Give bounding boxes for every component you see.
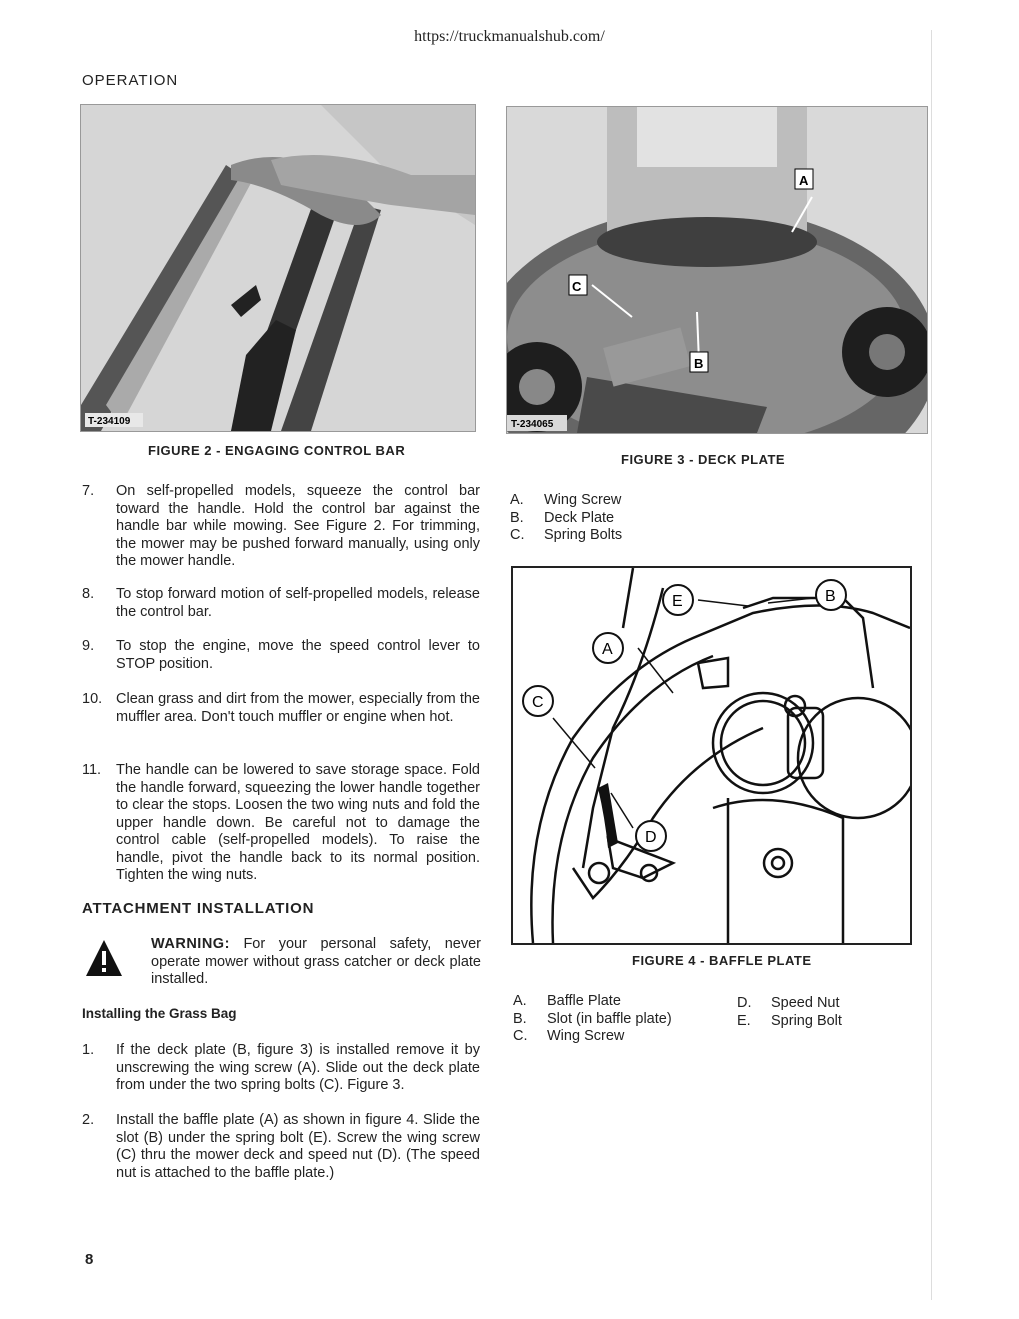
warning-block — [151, 936, 481, 989]
figure-3-callout-b: B — [694, 356, 704, 371]
step-9 — [82, 638, 482, 674]
step-number: 1. — [82, 1042, 95, 1058]
figure-4-caption: FIGURE 4 - BAFFLE PLATE — [632, 953, 812, 968]
legend-item: C. Spring Bolts — [510, 527, 623, 543]
figure-4-legend-right — [737, 995, 887, 1030]
deck-plate-illustration — [507, 107, 927, 433]
legend-item: C. Wing Screw — [513, 1028, 625, 1044]
step-number: 9. — [82, 638, 95, 654]
legend-item: D. Speed Nut — [737, 995, 840, 1011]
legend-item: E. Spring Bolt — [737, 1012, 842, 1029]
scan-edge-line — [931, 30, 932, 1300]
figure-4-diagram — [511, 566, 912, 945]
step-7 — [82, 483, 482, 571]
figure-3-callout-c: C — [572, 279, 582, 294]
section-title: OPERATION — [82, 72, 179, 89]
step-number: 7. — [82, 483, 95, 499]
bag-step-1 — [82, 1042, 482, 1096]
step-text: To stop the engine, move the speed control lever to STOP position. — [116, 638, 480, 672]
step-11 — [82, 762, 482, 886]
step-text: On self-propelled models, squeeze the control bar toward the handle. Hold the control bar against the handle bar while mowing. See Figure 2. For trimming, the mower may be pushed forward manually, using only the mower handle. — [116, 483, 480, 569]
step-text: The handle can be lowered to save storage space. Fold the handle forward, squeezing the lower handle together to clear the stops. Loosen the two wing nuts and fold the upper handle down. Be careful not to damage the control cable (self-propelled models). To raise the handle, pivot the handle back to its normal position. Tighten the wing nuts. — [116, 762, 480, 883]
legend-item: B. Deck Plate — [510, 509, 615, 526]
figure-4-callout-e: E — [672, 593, 683, 610]
step-8 — [82, 586, 482, 622]
figure-4-callout-b: B — [825, 588, 836, 605]
figure-4-callout-a: A — [602, 641, 613, 658]
step-text: If the deck plate (B, figure 3) is installed remove it by unscrewing the wing screw (A). Slide out the deck plate from under the two spring bolts (C). Figure 3. — [116, 1042, 480, 1093]
figure-3-photo — [506, 106, 928, 434]
figure-3-callout-a: A — [799, 173, 809, 188]
figure-3-tag: T-234065 — [511, 419, 554, 430]
header-url: https://truckmanualshub.com/ — [414, 28, 605, 45]
step-number: 11. — [82, 762, 102, 778]
step-number: 10. — [82, 691, 103, 707]
step-number: 8. — [82, 586, 95, 602]
page-number: 8 — [85, 1251, 94, 1268]
legend-item: B. Slot (in baffle plate) — [513, 1010, 672, 1027]
figure-3-caption: FIGURE 3 - DECK PLATE — [621, 452, 786, 467]
figure-4-legend-left — [513, 993, 723, 1046]
step-text: Install the baffle plate (A) as shown in figure 4. Slide the slot (B) under the spring bolt (E). Screw the wing screw (C) thru the mower deck and speed nut (D). (The speed nut is attached to the baffle plate.) — [116, 1112, 480, 1181]
warning-icon — [84, 938, 124, 978]
warning-text: For your personal safety, never operate mower without grass catcher or deck plate installed. — [151, 936, 482, 987]
grass-bag-heading: Installing the Grass Bag — [82, 1006, 237, 1021]
bag-step-2 — [82, 1112, 482, 1184]
step-text: Clean grass and dirt from the mower, especially from the muffler area. Don't touch muffler or engine when hot. — [116, 691, 480, 725]
step-10 — [82, 691, 482, 745]
baffle-plate-illustration — [513, 568, 910, 943]
step-text: To stop forward motion of self-propelled models, release the control bar. — [116, 586, 480, 620]
attachment-heading: ATTACHMENT INSTALLATION — [82, 900, 315, 917]
figure-4-callout-c: C — [532, 694, 544, 711]
figure-3-legend — [510, 492, 710, 545]
legend-item: A. Baffle Plate — [513, 993, 621, 1009]
figure-2-photo — [80, 104, 476, 432]
step-number: 2. — [82, 1112, 95, 1128]
warning-label: WARNING: — [151, 936, 230, 952]
figure-2-tag: T-234109 — [88, 416, 131, 427]
figure-4-callout-d: D — [645, 829, 657, 846]
figure-2-caption: FIGURE 2 - ENGAGING CONTROL BAR — [148, 443, 406, 458]
legend-item: A. Wing Screw — [510, 492, 622, 508]
handle-photo-illustration — [81, 105, 475, 431]
